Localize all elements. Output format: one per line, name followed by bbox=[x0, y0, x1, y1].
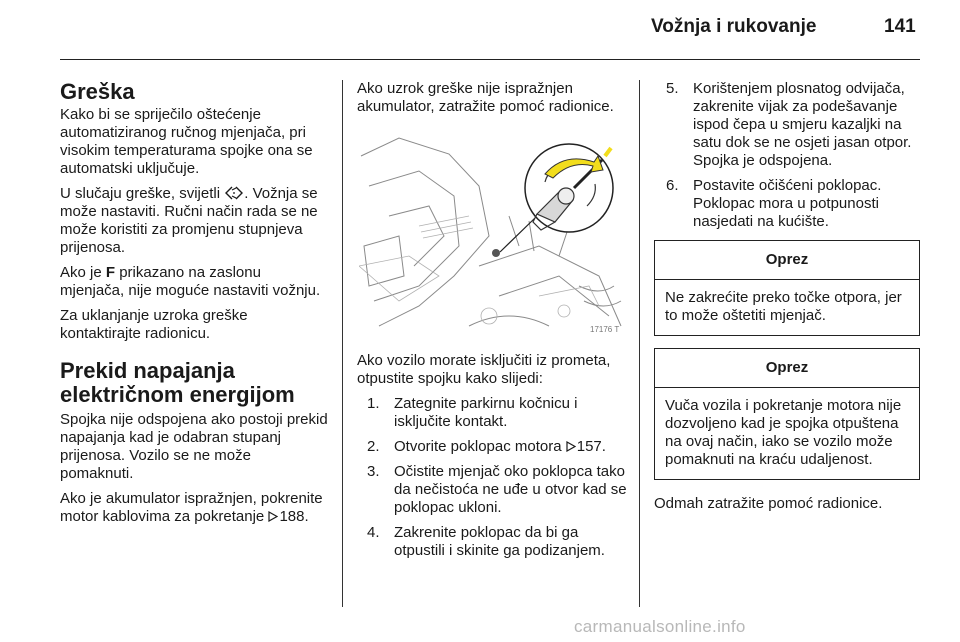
caution-title: Oprez bbox=[655, 241, 919, 280]
caution-box bbox=[654, 348, 920, 480]
paragraph: Ako vozilo morate isključiti iz prometa, otpustite spojku kako slijedi: bbox=[357, 352, 611, 387]
paragraph: Spojka nije odspojena ako postoji prekid napajanja kad je odabran stupanj prijenosa. Vozilo se ne može pomaknuti. bbox=[60, 411, 328, 482]
step-text: Postavite očišćeni poklopac. Poklopac mora u potpunosti nasjedati na kućište. bbox=[693, 177, 882, 230]
paragraph: Odmah zatražite pomoć radionice. bbox=[654, 495, 883, 512]
step-number: 6. bbox=[666, 177, 679, 194]
caution-text: Vuča vozila i pokretanje motora nije dozvoljeno kad je spojka otpuštena na ovaj način, iako se vozilo može pomaknuti na kraću udaljenost. bbox=[665, 397, 902, 468]
list-item bbox=[367, 463, 627, 517]
list-item bbox=[367, 524, 627, 560]
header-title: Vožnja i rukovanje bbox=[651, 16, 817, 37]
page-ref[interactable]: 157. bbox=[576, 438, 606, 455]
section-heading-power: Prekid napajanja električnom energijom bbox=[60, 358, 295, 407]
clutch-release-illustration bbox=[359, 126, 625, 338]
section-heading-error: Greška bbox=[60, 79, 135, 104]
column-divider bbox=[342, 80, 343, 607]
text: U slučaju greške, svijetli bbox=[60, 185, 221, 202]
caution-title: Oprez bbox=[655, 349, 919, 388]
steps-list bbox=[654, 80, 920, 231]
clutch-warning-icon bbox=[224, 186, 244, 200]
step-number: 2. bbox=[367, 438, 380, 455]
column-1 bbox=[60, 80, 328, 533]
caution-text: Ne zakrećite preko točke otpora, jer to može oštetiti mjenjač. bbox=[665, 289, 902, 324]
page-number: 141 bbox=[884, 16, 916, 37]
list-item bbox=[666, 80, 920, 170]
text: Ako je akumulator ispražnjen, pokrenite motor kablovima za pokretanje bbox=[60, 490, 323, 525]
list-item bbox=[367, 438, 627, 456]
step-number: 1. bbox=[367, 395, 380, 412]
header-rule bbox=[60, 59, 920, 60]
figure-code: 17176 T bbox=[590, 325, 620, 334]
step-text: Zategnite parkirnu kočnicu i isključite kontakt. bbox=[394, 395, 578, 430]
caution-box bbox=[654, 240, 920, 336]
step-text: Otvorite poklopac motora bbox=[394, 438, 562, 455]
paragraph bbox=[60, 490, 328, 526]
column-3 bbox=[654, 80, 920, 520]
page-ref-arrow-icon bbox=[268, 509, 278, 520]
paragraph: Ako uzrok greške nije ispražnjen akumulator, zatražite pomoć radionice. bbox=[357, 80, 614, 115]
page-ref[interactable]: 188. bbox=[279, 508, 309, 525]
paragraph bbox=[60, 185, 328, 257]
text: Ako je bbox=[60, 264, 106, 281]
step-number: 3. bbox=[367, 463, 380, 480]
step-number: 5. bbox=[666, 80, 679, 97]
watermark: carmanualsonline.info bbox=[574, 617, 746, 636]
step-text: Zakrenite poklopac da bi ga otpustili i skinite ga podizanjem. bbox=[394, 524, 605, 559]
column-2 bbox=[357, 80, 627, 567]
step-text: Očistite mjenjač oko poklopca tako da nečistoća ne uđe u otvor kad se poklopac ukloni. bbox=[394, 463, 627, 516]
column-divider bbox=[639, 80, 640, 607]
list-item bbox=[367, 395, 627, 431]
list-item bbox=[666, 177, 920, 231]
text: prikazano na zaslonu mjenjača, nije moguće nastaviti vožnju. bbox=[60, 264, 321, 299]
text: . Vožnja se može nastaviti. Ručni način rada se ne može koristiti za promjenu stupnjeva prijenosa. bbox=[60, 185, 318, 256]
page-ref-arrow-icon bbox=[566, 439, 576, 450]
step-text: Korištenjem plosnatog odvijača, zakrenite vijak za podešavanje ispod čepa u smjeru kazaljki na satu dok se ne osjeti jasan otpor. Spojka je odspojena. bbox=[693, 80, 912, 169]
paragraph: Za uklanjanje uzroka greške kontaktirajte radionicu. bbox=[60, 307, 248, 342]
gear-indicator-letter: F bbox=[105, 264, 116, 281]
paragraph bbox=[60, 264, 328, 300]
paragraph: Kako bi se spriječilo oštećenje automatiziranog ručnog mjenjača, pri visokim temperaturama spojke ona se automatski uključuje. bbox=[60, 106, 313, 177]
steps-list bbox=[357, 395, 627, 560]
step-number: 4. bbox=[367, 524, 380, 541]
